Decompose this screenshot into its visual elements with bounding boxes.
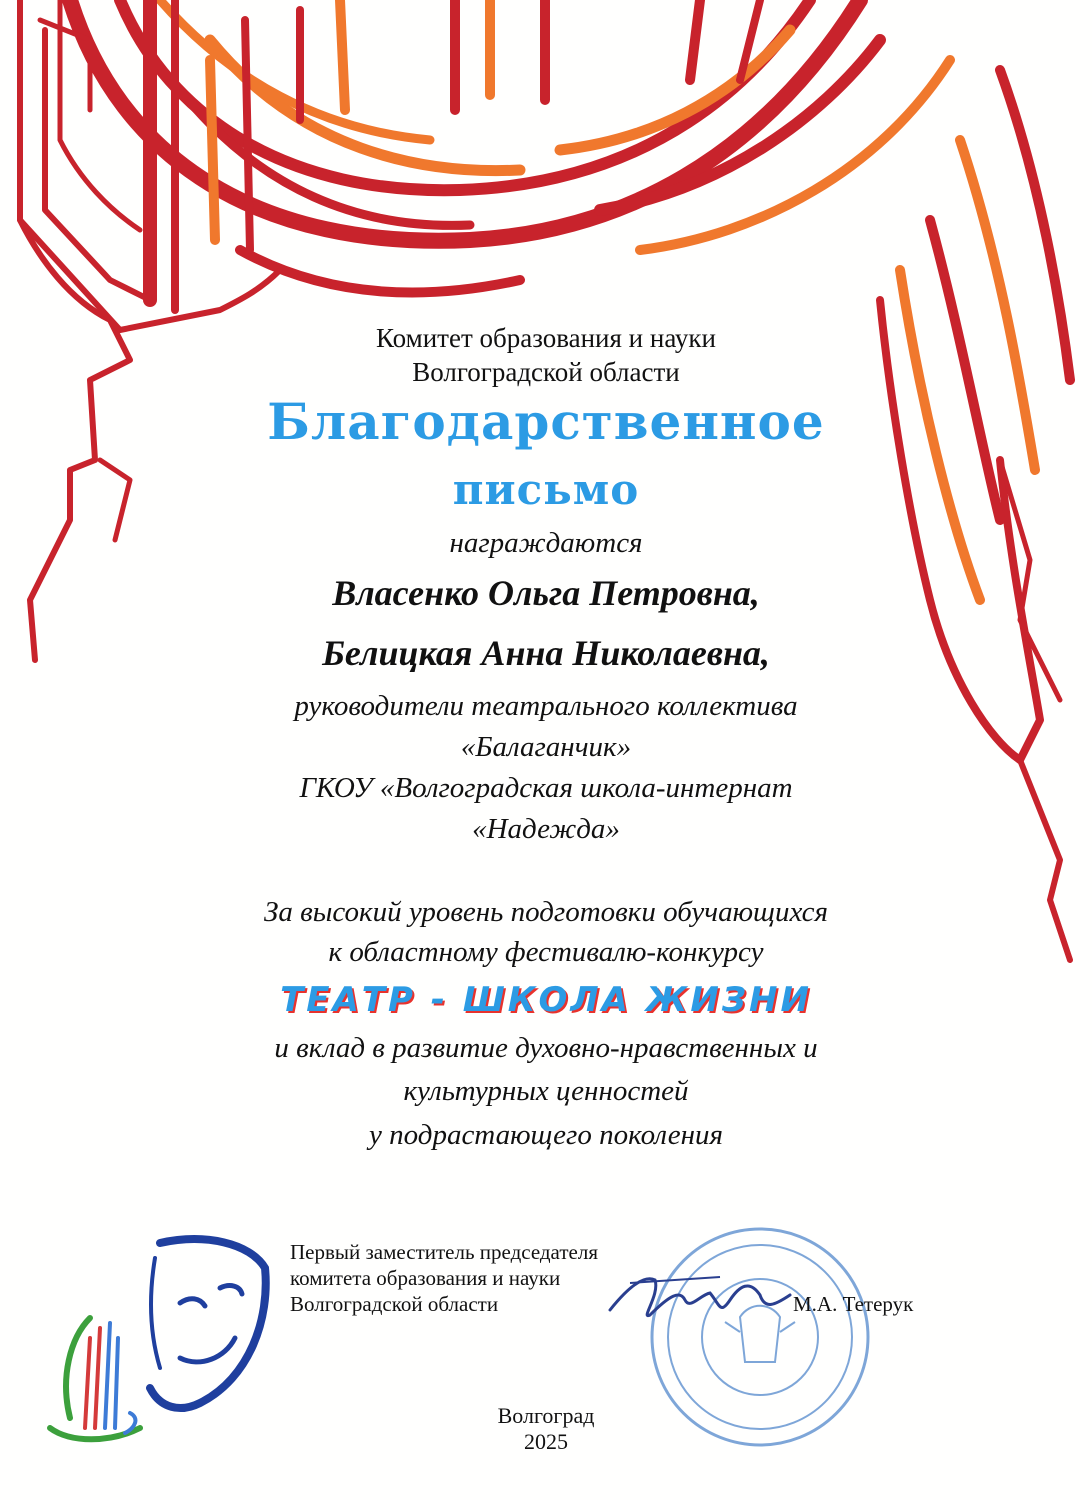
footer-year: 2025	[524, 1429, 568, 1454]
reason-line-3: и вклад в развитие духовно-нравственных и	[274, 1032, 818, 1064]
role-line-2: «Балаганчик»	[460, 731, 632, 763]
title-line-2: письмо	[452, 465, 640, 514]
reason-line-2: к областному фестивалю-конкурсу	[328, 936, 764, 968]
signatory-name: М.А. Тетерук	[793, 1292, 914, 1316]
reason-line-1: За высокий уровень подготовки обучающихся	[264, 896, 828, 928]
awarded-verb: награждаются	[449, 527, 643, 559]
awardee-name-2: Белицкая Анна Николаевна,	[322, 633, 770, 673]
signatory-position-line-3: Волгоградской области	[290, 1292, 499, 1316]
signatory-position-line-1: Первый заместитель председателя	[290, 1240, 598, 1264]
title-line-1: Благодарственное	[267, 392, 825, 451]
organization-line-2: Волгоградской области	[412, 357, 680, 387]
reason-line-4: культурных ценностей	[403, 1075, 689, 1107]
handwritten-signature	[600, 1265, 800, 1335]
organization-line-1: Комитет образования и науки	[375, 323, 717, 353]
role-line-1: руководители театрального коллектива	[294, 690, 798, 722]
role-line-4: «Надежда»	[472, 813, 620, 845]
festival-name: ТЕАТР - ШКОЛА ЖИЗНИ	[280, 980, 812, 1020]
footer-city: Волгоград	[497, 1403, 595, 1428]
reason-line-5: у подрастающего поколения	[369, 1119, 723, 1151]
role-line-3: ГКОУ «Волгоградская школа-интернат	[299, 772, 793, 804]
signatory-position-line-2: комитета образования и науки	[290, 1266, 561, 1290]
awardee-name-1: Власенко Ольга Петровна,	[332, 573, 760, 613]
